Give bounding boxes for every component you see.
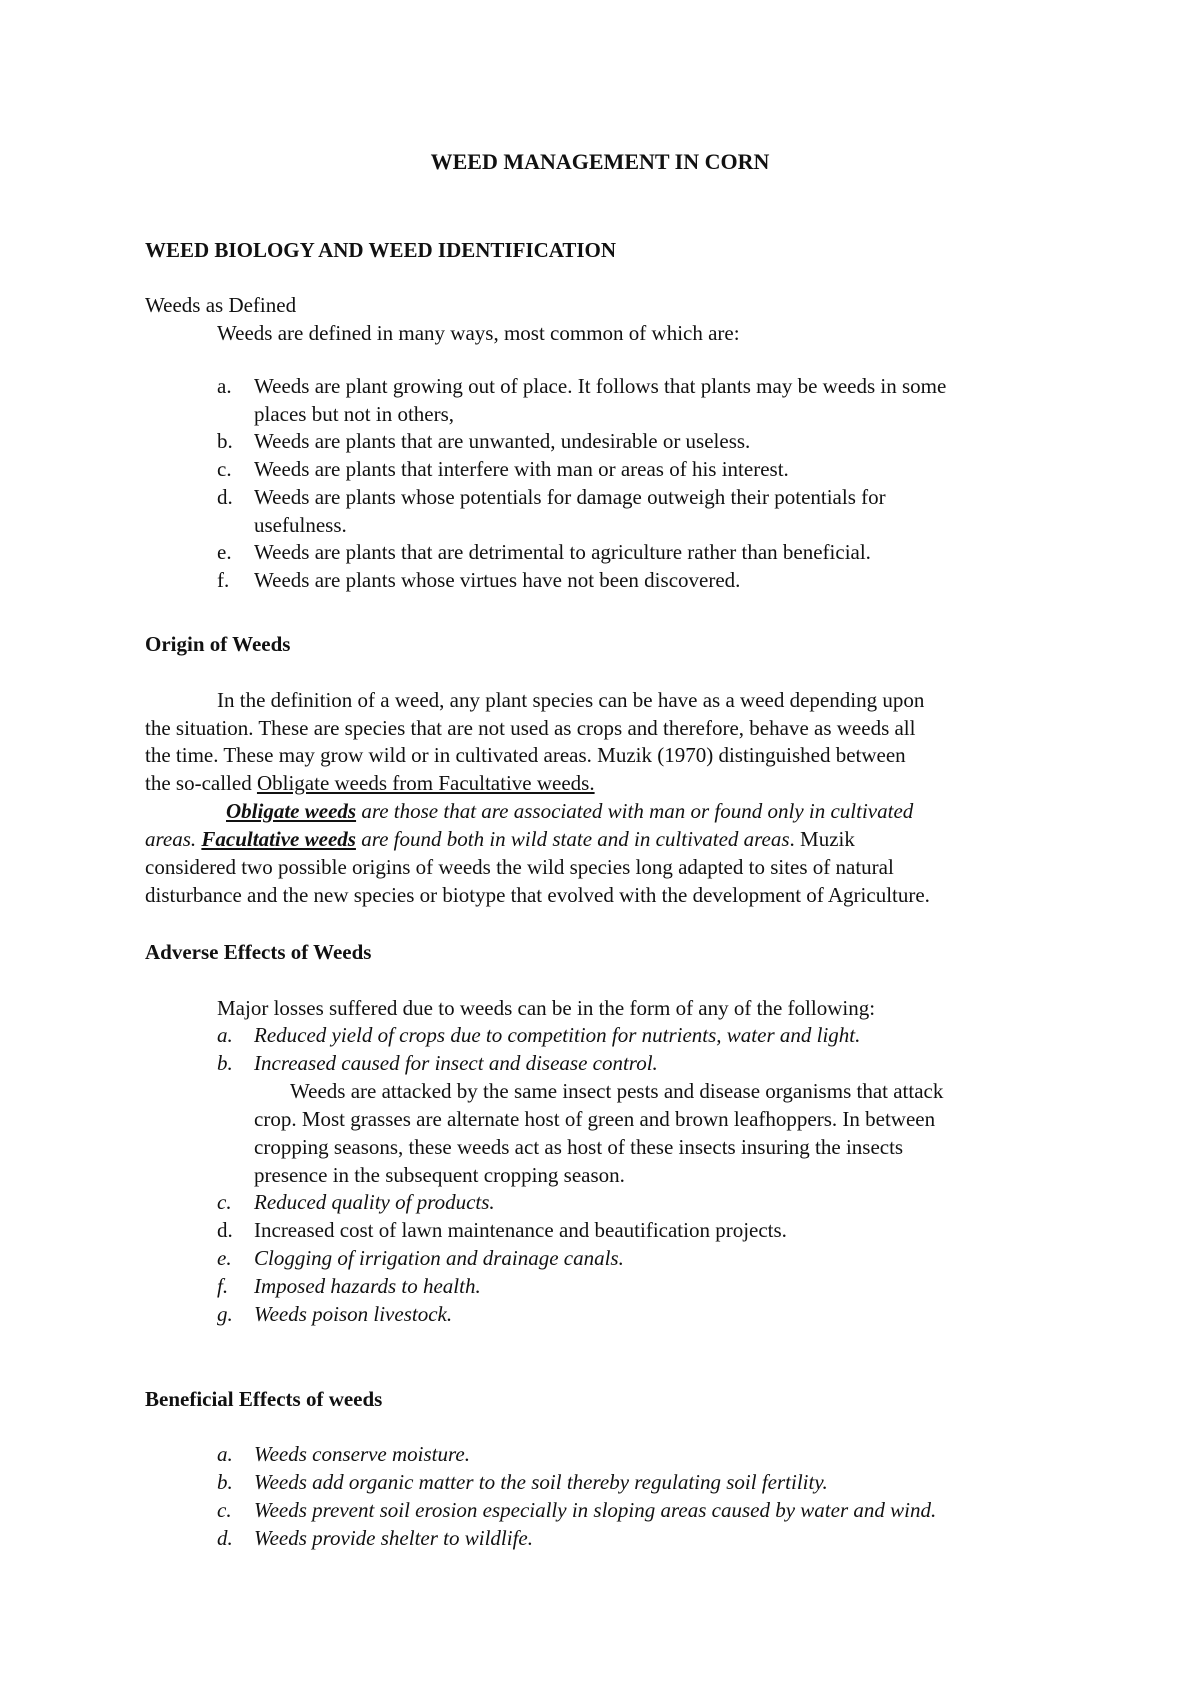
list-item-text: Weeds provide shelter to wildlife. bbox=[254, 1526, 533, 1550]
list-item-text: Reduced quality of products. bbox=[254, 1190, 495, 1214]
list-label: d. bbox=[217, 1526, 233, 1550]
list-item-text: Weeds add organic matter to the soil thereby regulating soil fertility. bbox=[254, 1470, 828, 1494]
adverse-intro: Major losses suffered due to weeds can be in the form of any of the following: bbox=[217, 996, 876, 1020]
list-label: b. bbox=[217, 1051, 233, 1075]
paragraph-line: the situation. These are species that are not used as crops and therefore, behave as weeds all bbox=[145, 716, 916, 740]
paragraph-line: the time. These may grow wild or in cultivated areas. Muzik (1970) distinguished between bbox=[145, 743, 906, 767]
section-heading-weed-biology: WEED BIOLOGY AND WEED IDENTIFICATION bbox=[145, 238, 617, 262]
list-item-text: usefulness. bbox=[254, 513, 347, 537]
list-label: c. bbox=[217, 457, 232, 481]
list-item-text: Weeds are plants that are detrimental to agriculture rather than beneficial. bbox=[254, 540, 871, 564]
list-label: f. bbox=[217, 568, 230, 592]
section-heading-adverse: Adverse Effects of Weeds bbox=[145, 940, 372, 964]
list-label: c. bbox=[217, 1190, 232, 1214]
list-label: c. bbox=[217, 1498, 232, 1522]
definition-intro: Weeds are defined in many ways, most common of which are: bbox=[217, 321, 740, 345]
list-item-text: Weeds are plants whose potentials for damage outweigh their potentials for bbox=[254, 485, 886, 509]
list-item-text: Weeds conserve moisture. bbox=[254, 1442, 470, 1466]
list-item-text: Imposed hazards to health. bbox=[254, 1274, 481, 1298]
list-item-text: Increased caused for insect and disease control. bbox=[254, 1051, 658, 1075]
subheading-weeds-as-defined: Weeds as Defined bbox=[145, 293, 297, 317]
list-label: b. bbox=[217, 1470, 233, 1494]
list-label: e. bbox=[217, 1246, 232, 1270]
detail-line: Weeds are attacked by the same insect pests and disease organisms that attack bbox=[290, 1079, 944, 1103]
list-item-text: places but not in others, bbox=[254, 402, 455, 426]
list-item-text: Reduced yield of crops due to competition for nutrients, water and light. bbox=[254, 1023, 861, 1047]
list-item-text: Increased cost of lawn maintenance and beautification projects. bbox=[254, 1218, 787, 1242]
list-label: b. bbox=[217, 429, 233, 453]
obligate-text: are those that are associated with man or found only in cultivated bbox=[356, 799, 914, 823]
list-label: a. bbox=[217, 1442, 233, 1466]
facultative-term: Facultative weeds bbox=[201, 827, 356, 851]
areas-text: areas. bbox=[145, 827, 202, 851]
detail-line: presence in the subsequent cropping season. bbox=[254, 1163, 625, 1187]
section-heading-origin: Origin of Weeds bbox=[145, 632, 291, 656]
muzik-text: . Muzik bbox=[789, 827, 855, 851]
list-label: d. bbox=[217, 485, 233, 509]
paragraph-line bbox=[145, 769, 595, 797]
list-item-text: Clogging of irrigation and drainage canals. bbox=[254, 1246, 624, 1270]
list-label: f. bbox=[217, 1274, 229, 1298]
list-item-text: Weeds prevent soil erosion especially in sloping areas caused by water and wind. bbox=[254, 1498, 937, 1522]
detail-line: cropping seasons, these weeds act as host of these insects insuring the insects bbox=[254, 1135, 904, 1159]
facultative-definition bbox=[145, 825, 1053, 853]
list-label: e. bbox=[217, 540, 232, 564]
list-label: a. bbox=[217, 374, 232, 398]
list-item-text: Weeds poison livestock. bbox=[254, 1302, 453, 1326]
section-heading-beneficial: Beneficial Effects of weeds bbox=[145, 1387, 383, 1411]
detail-line: crop. Most grasses are alternate host of green and brown leafhoppers. In between bbox=[254, 1107, 936, 1131]
list-item-text: Weeds are plants that are unwanted, undesirable or useless. bbox=[254, 429, 751, 453]
paragraph-line: considered two possible origins of weeds the wild species long adapted to sites of natural bbox=[145, 855, 894, 879]
obligate-definition bbox=[226, 797, 913, 825]
list-item-text: Weeds are plants whose virtues have not been discovered. bbox=[254, 568, 741, 592]
list-label: a. bbox=[217, 1023, 233, 1047]
list-item-text: Weeds are plants that interfere with man or areas of his interest. bbox=[254, 457, 789, 481]
facultative-text: are found both in wild state and in cultivated areas bbox=[355, 827, 790, 851]
paragraph-line: In the definition of a weed, any plant species can be have as a weed depending upon bbox=[217, 688, 925, 712]
list-label: g. bbox=[217, 1302, 233, 1326]
list-label: d. bbox=[217, 1218, 233, 1242]
obligate-term: Obligate weeds bbox=[226, 799, 357, 823]
underlined-phrase: Obligate weeds from Facultative weeds. bbox=[256, 771, 595, 795]
paragraph-line: disturbance and the new species or biotype that evolved with the development of Agriculture. bbox=[145, 883, 930, 907]
document-title: WEED MANAGEMENT IN CORN bbox=[430, 149, 770, 174]
paragraph-line-text: the so-called bbox=[145, 771, 257, 795]
list-item-text: Weeds are plant growing out of place. It follows that plants may be weeds in some bbox=[254, 374, 947, 398]
